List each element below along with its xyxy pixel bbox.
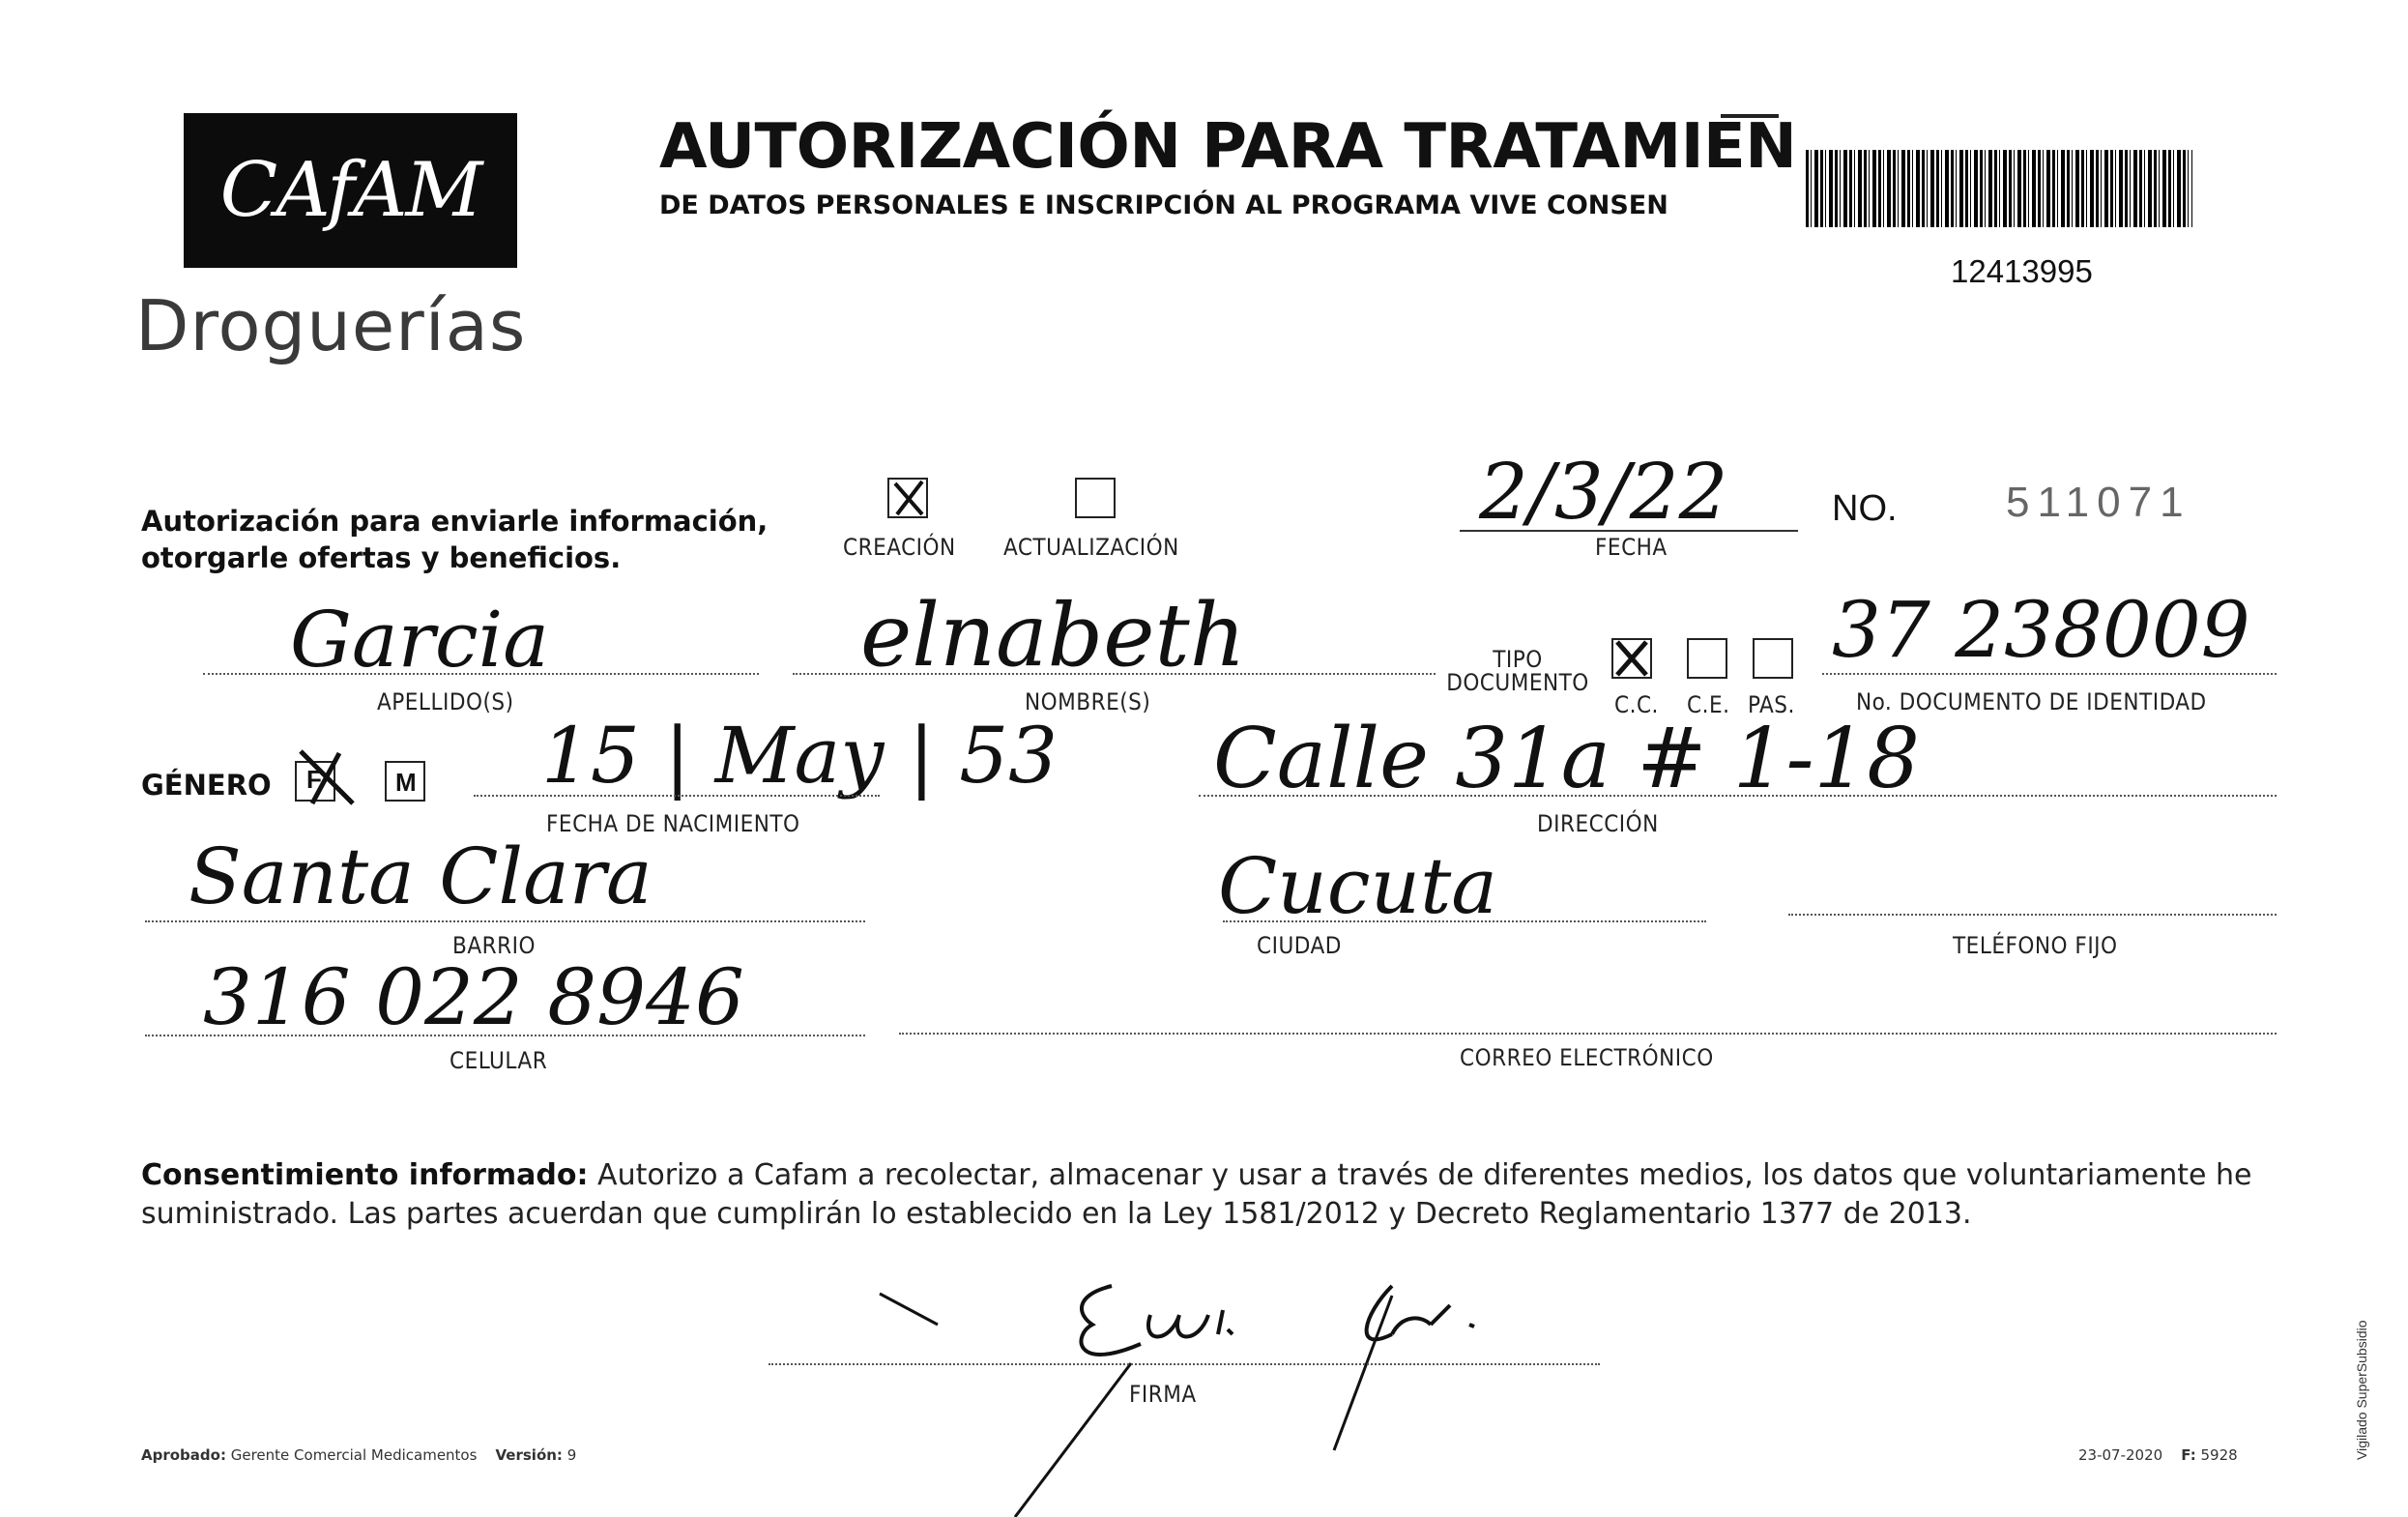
authorization-text-line2: otorgarle ofertas y beneficios.: [141, 541, 622, 574]
footer-version-value: 9: [566, 1446, 577, 1464]
footer-approved-label: Aprobado:: [141, 1446, 226, 1464]
cafam-logo: [184, 113, 517, 268]
date-line: [1460, 530, 1798, 532]
check-x-icon: [1613, 640, 1650, 677]
ciudad-label: CIUDAD: [1257, 932, 1342, 959]
tipo-documento-label: TIPO DOCUMENTO: [1446, 646, 1589, 696]
apellidos-value[interactable]: Garcia: [290, 595, 549, 685]
fecha-nacimiento-value[interactable]: 15 | May | 53: [541, 711, 1059, 801]
genero-m-label: M: [395, 768, 417, 797]
check-x-icon: [889, 480, 926, 516]
footer-date-form: [2078, 1446, 2238, 1464]
authorization-text-line1: Autorización para enviarle información,: [141, 505, 769, 538]
signature-label: FIRMA: [1129, 1381, 1197, 1408]
record-no-label: NO.: [1832, 488, 1898, 529]
footer-approved-value: Gerente Comercial Medicamentos: [230, 1446, 478, 1464]
correo-line: [899, 1033, 2277, 1035]
date-value[interactable]: 2/3/22: [1479, 447, 1728, 537]
barcode: [1806, 150, 2192, 227]
barrio-line: [145, 920, 865, 922]
celular-line: [145, 1035, 865, 1036]
genero-label: GÉNERO: [141, 769, 272, 802]
celular-label: CELULAR: [450, 1047, 548, 1074]
consent-heading: Consentimiento informado:: [141, 1158, 589, 1192]
document-subtitle: DE DATOS PERSONALES E INSCRIPCIÓN AL PROGRAMA VIVE CONSEN: [659, 190, 1668, 220]
correo-label: CORREO ELECTRÓNICO: [1460, 1044, 1714, 1071]
direccion-label: DIRECCIÓN: [1537, 810, 1659, 837]
title-fade-mark: [1721, 114, 1779, 126]
nombres-label: NOMBRE(S): [1025, 688, 1151, 715]
logo-subtitle: Droguerías: [135, 285, 527, 366]
ciudad-value[interactable]: Cucuta: [1218, 841, 1497, 931]
update-checkbox[interactable]: [1075, 478, 1116, 518]
genero-f-label: F: [306, 765, 322, 794]
footer-form-label: F:: [2181, 1446, 2196, 1464]
barrio-label: BARRIO: [452, 932, 536, 959]
direccion-line: [1199, 795, 2277, 797]
update-option-label: ACTUALIZACIÓN: [1003, 534, 1179, 561]
numero-documento-label: No. DOCUMENTO DE IDENTIDAD: [1856, 688, 2207, 715]
doc-ce-checkbox[interactable]: [1687, 638, 1727, 679]
telefono-fijo-label: TELÉFONO FIJO: [1953, 932, 2118, 959]
signature-line: [769, 1363, 1600, 1365]
nombres-value[interactable]: elnabeth: [860, 585, 1246, 686]
document-title: AUTORIZACIÓN PARA TRATAMIEN: [659, 111, 1797, 183]
telefono-fijo-line: [1788, 914, 2277, 916]
fecha-nacimiento-line: [474, 795, 880, 797]
creation-option-label: CREACIÓN: [843, 534, 956, 561]
barrio-value[interactable]: Santa Clara: [189, 831, 653, 921]
footer-date: 23-07-2020: [2078, 1446, 2163, 1464]
numero-documento-line: [1822, 673, 2277, 675]
celular-value[interactable]: 316 022 8946: [203, 952, 744, 1042]
record-no-value: 511071: [2006, 479, 2191, 526]
check-x-icon: [297, 749, 355, 807]
logo-brand-text: CAfAM: [219, 147, 481, 234]
doc-pas-checkbox[interactable]: [1753, 638, 1793, 679]
footer-form-value: 5928: [2200, 1446, 2238, 1464]
ciudad-line: [1223, 920, 1706, 922]
footer-version-label: Versión:: [495, 1446, 563, 1464]
direccion-value[interactable]: Calle 31a # 1-18: [1213, 711, 1920, 807]
fecha-nacimiento-label: FECHA DE NACIMIENTO: [546, 810, 800, 837]
footer-approved: [141, 1446, 576, 1464]
numero-documento-value[interactable]: 37 238009: [1832, 585, 2250, 675]
consent-paragraph: [141, 1156, 2277, 1234]
vertical-supervision-note: Vigilado SuperSubsidio: [2354, 1320, 2369, 1460]
consent-text: Autorizo a Cafam a recolectar, almacenar y usar a través de diferentes medios, los datos que voluntariamente he suministrado. Las partes acuerdan que cumplirán lo establecido en la Ley 1581/2012 y Decreto Reglamentario 1377 de 2013.: [141, 1158, 2252, 1231]
apellidos-label: APELLIDO(S): [377, 688, 514, 715]
date-label: FECHA: [1595, 534, 1668, 561]
signature-drawing[interactable]: [851, 1257, 1624, 1517]
doc-pas-label: PAS.: [1748, 691, 1795, 718]
doc-ce-label: C.E.: [1687, 691, 1730, 718]
nombres-line: [793, 673, 1436, 675]
barcode-number: 12413995: [1951, 253, 2093, 289]
genero-f-checkbox[interactable]: [295, 761, 335, 802]
apellidos-line: [203, 673, 759, 675]
creation-checkbox[interactable]: [887, 478, 928, 518]
doc-cc-label: C.C.: [1614, 691, 1659, 718]
doc-cc-checkbox[interactable]: [1611, 638, 1652, 679]
genero-m-checkbox[interactable]: [385, 761, 425, 802]
